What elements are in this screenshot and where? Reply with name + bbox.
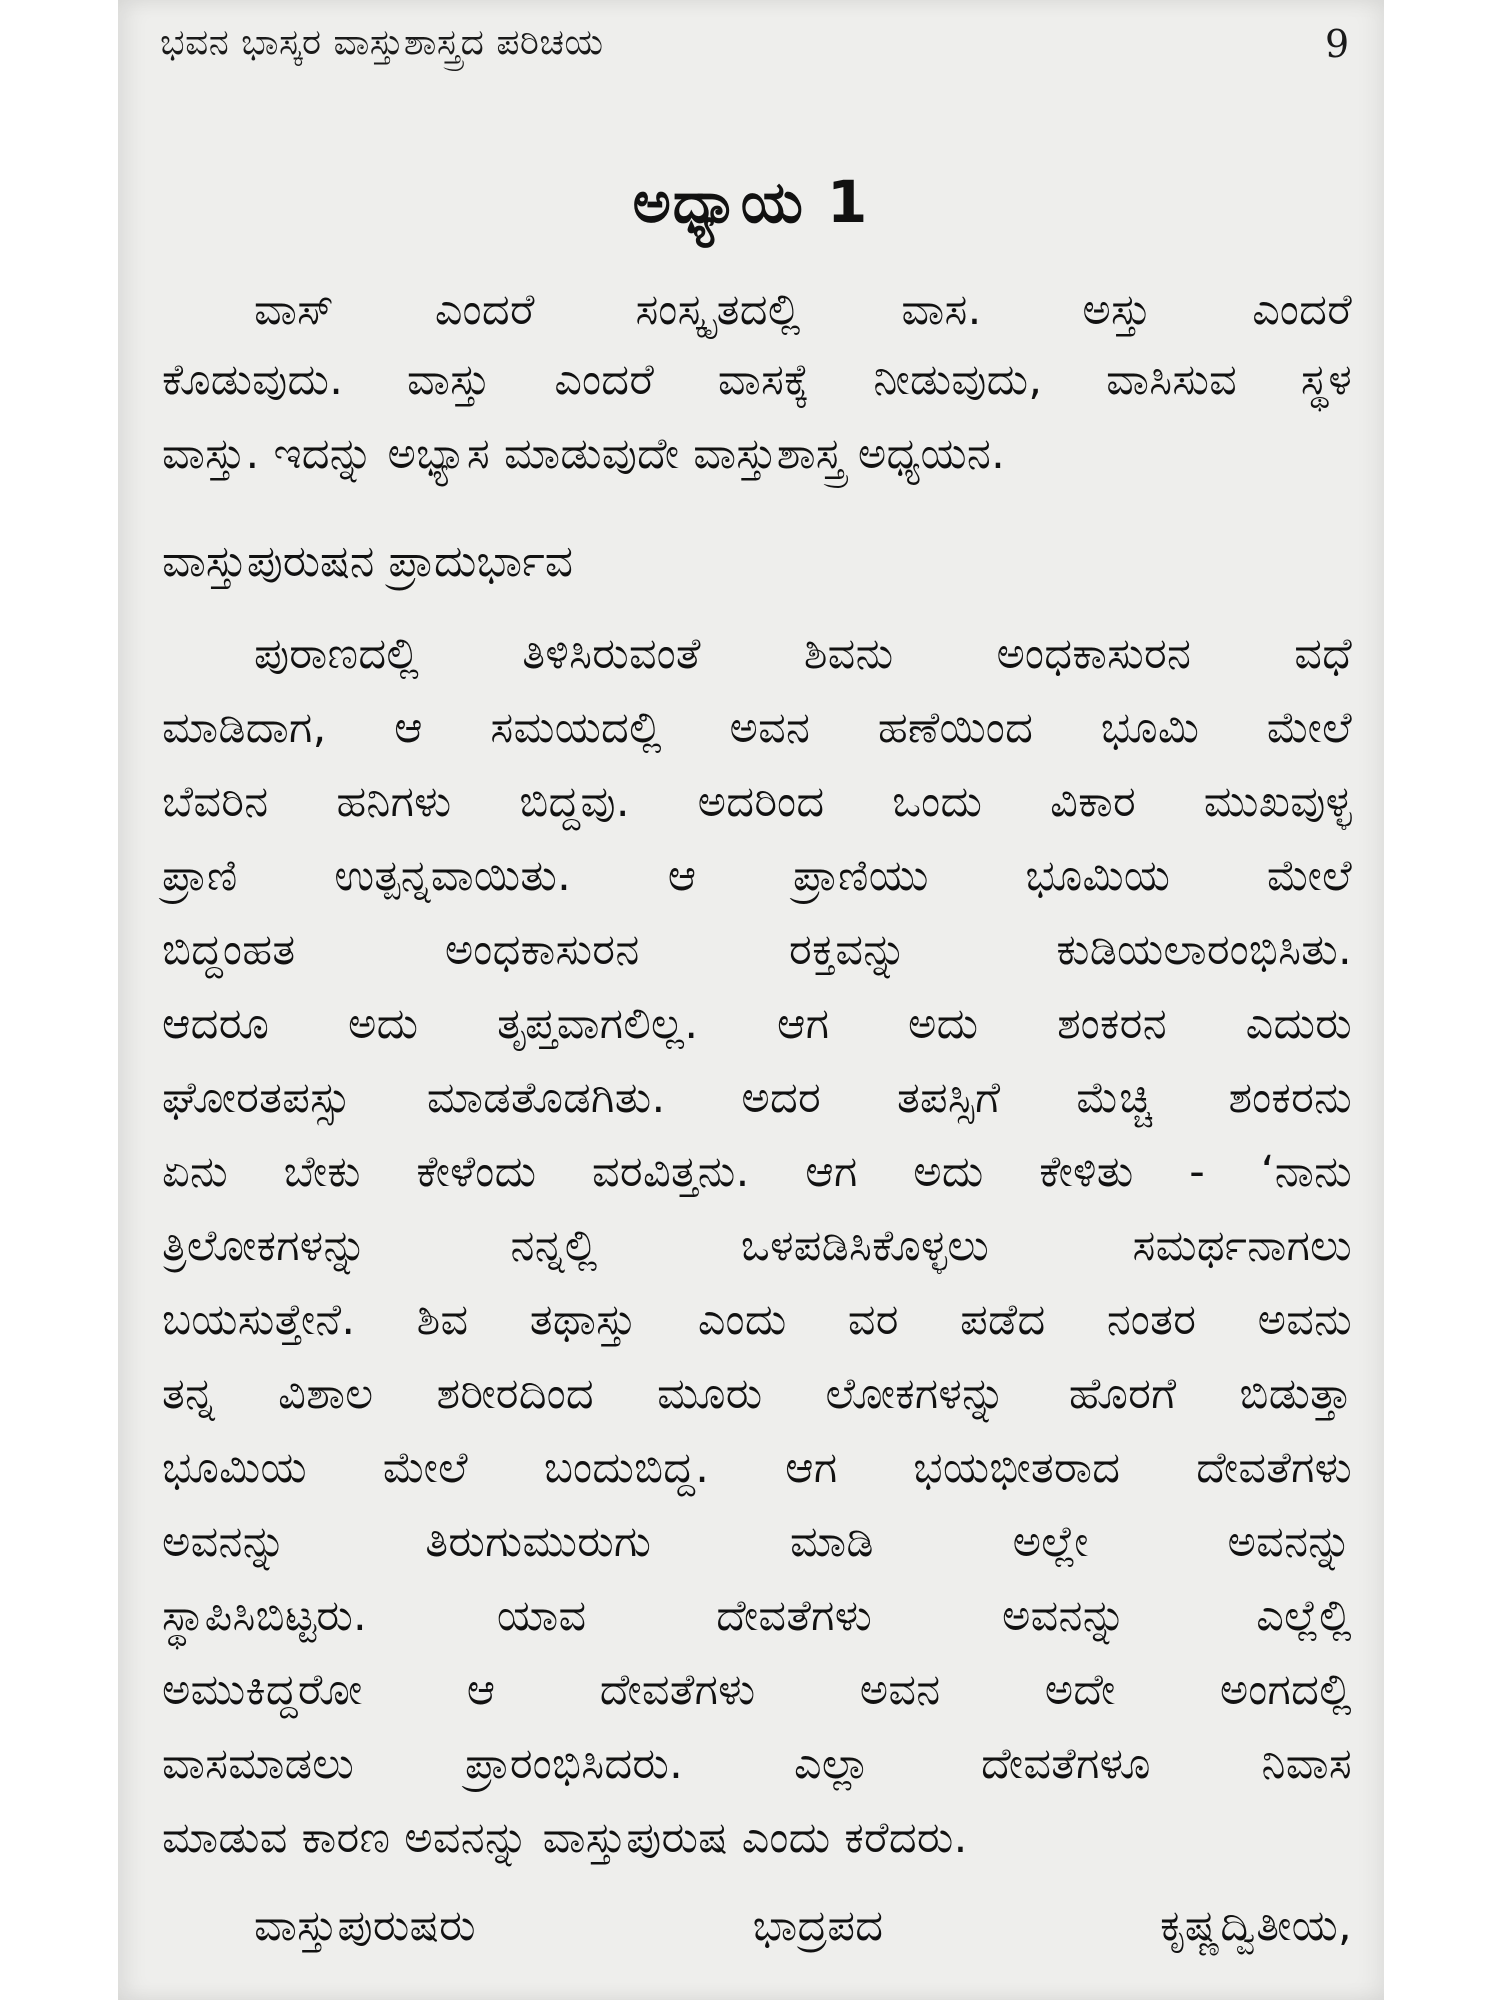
paragraph-line: ವಾಸ್ ಎಂದರೆ ಸಂಸ್ಕೃತದಲ್ಲಿ ವಾಸ. ಅಸ್ತು ಎಂದರೆ	[254, 285, 1352, 335]
page-number: 9	[1325, 22, 1350, 66]
paragraph-line: ಮಾಡುವ ಕಾರಣ ಅವನನ್ನು ವಾಸ್ತುಪುರುಷ ಎಂದು ಕರೆದರು.	[162, 1813, 968, 1863]
paragraph-line: ವಾಸ್ತು. ಇದನ್ನು ಅಭ್ಯಾಸ ಮಾಡುವುದೇ ವಾಸ್ತುಶಾಸ್ತ್ರ ಅಧ್ಯಯನ.	[162, 429, 1006, 479]
section-heading: ವಾಸ್ತುಪುರುಷನ ಪ್ರಾದುರ್ಭಾವ	[162, 536, 574, 587]
paragraph-line: ಭೂಮಿಯ ಮೇಲೆ ಬಂದುಬಿದ್ದ. ಆಗ ಭಯಭೀತರಾದ ದೇವತೆಗಳು	[162, 1443, 1352, 1493]
paragraph-line: ಕೊಡುವುದು. ವಾಸ್ತು ಎಂದರೆ ವಾಸಕ್ಕೆ ನೀಡುವುದು, ವಾಸಿಸುವ ಸ್ಥಳ	[162, 355, 1352, 405]
paragraph-line: ಮಾಡಿದಾಗ, ಆ ಸಮಯದಲ್ಲಿ ಅವನ ಹಣೆಯಿಂದ ಭೂಮಿ ಮೇಲೆ	[162, 703, 1352, 753]
paragraph-line: ಸ್ಥಾಪಿಸಿಬಿಟ್ಟರು. ಯಾವ ದೇವತೆಗಳು ಅವನನ್ನು ಎಲ್ಲೆಲ್ಲಿ	[162, 1591, 1352, 1641]
paragraph-line: ಬೆವರಿನ ಹನಿಗಳು ಬಿದ್ದವು. ಅದರಿಂದ ಒಂದು ವಿಕಾರ ಮುಖವುಳ್ಳ	[162, 777, 1352, 827]
running-head: ಭವನ ಭಾಸ್ಕರ ವಾಸ್ತುಶಾಸ್ತ್ರದ ಪರಿಚಯ	[160, 22, 604, 63]
paragraph-line: ತ್ರಿಲೋಕಗಳನ್ನು ನನ್ನಲ್ಲಿ ಒಳಪಡಿಸಿಕೊಳ್ಳಲು ಸಮರ್ಥನಾಗಲು	[162, 1221, 1352, 1271]
paragraph-line: ಏನು ಬೇಕು ಕೇಳೆಂದು ವರವಿತ್ತನು. ಆಗ ಅದು ಕೇಳಿತು - ‘ನಾನು	[162, 1147, 1352, 1197]
paragraph-line: ಅಮುಕಿದ್ದರೋ ಆ ದೇವತೆಗಳು ಅವನ ಅದೇ ಅಂಗದಲ್ಲಿ	[162, 1665, 1352, 1715]
paragraph-line: ಘೋರತಪಸ್ಸು ಮಾಡತೊಡಗಿತು. ಅದರ ತಪಸ್ಸಿಗೆ ಮೆಚ್ಚಿ ಶಂಕರನು	[162, 1073, 1352, 1123]
paragraph-line: ತನ್ನ ವಿಶಾಲ ಶರೀರದಿಂದ ಮೂರು ಲೋಕಗಳನ್ನು ಹೊರಗೆ ಬಿಡುತ್ತಾ	[162, 1369, 1352, 1419]
paragraph-line: ಆದರೂ ಅದು ತೃಪ್ತವಾಗಲಿಲ್ಲ. ಆಗ ಅದು ಶಂಕರನ ಎದುರು	[162, 999, 1352, 1049]
paragraph-line: ಅವನನ್ನು ತಿರುಗುಮುರುಗು ಮಾಡಿ ಅಲ್ಲೇ ಅವನನ್ನು	[162, 1517, 1352, 1567]
paragraph-line: ವಾಸ್ತುಪುರುಷರು ಭಾದ್ರಪದ ಕೃಷ್ಣದ್ವಿತೀಯ,	[254, 1901, 1352, 1951]
paragraph-line: ವಾಸಮಾಡಲು ಪ್ರಾರಂಭಿಸಿದರು. ಎಲ್ಲಾ ದೇವತೆಗಳೂ ನಿವಾಸ	[162, 1739, 1352, 1789]
paragraph-line: ಬಯಸುತ್ತೇನೆ. ಶಿವ ತಥಾಸ್ತು ಎಂದು ವರ ಪಡೆದ ನಂತರ ಅವನು	[162, 1295, 1352, 1345]
paragraph-line: ಪುರಾಣದಲ್ಲಿ ತಿಳಿಸಿರುವಂತೆ ಶಿವನು ಅಂಧಕಾಸುರನ ವಧೆ	[254, 629, 1352, 679]
paragraph-line: ಬಿದ್ದಂಹತ ಅಂಧಕಾಸುರನ ರಕ್ತವನ್ನು ಕುಡಿಯಲಾರಂಭಿಸಿತು.	[162, 925, 1352, 975]
chapter-title: ಅಧ್ಯಾಯ 1	[632, 168, 870, 236]
paragraph-line: ಪ್ರಾಣಿ ಉತ್ಪನ್ನವಾಯಿತು. ಆ ಪ್ರಾಣಿಯು ಭೂಮಿಯ ಮೇಲೆ	[162, 851, 1352, 901]
